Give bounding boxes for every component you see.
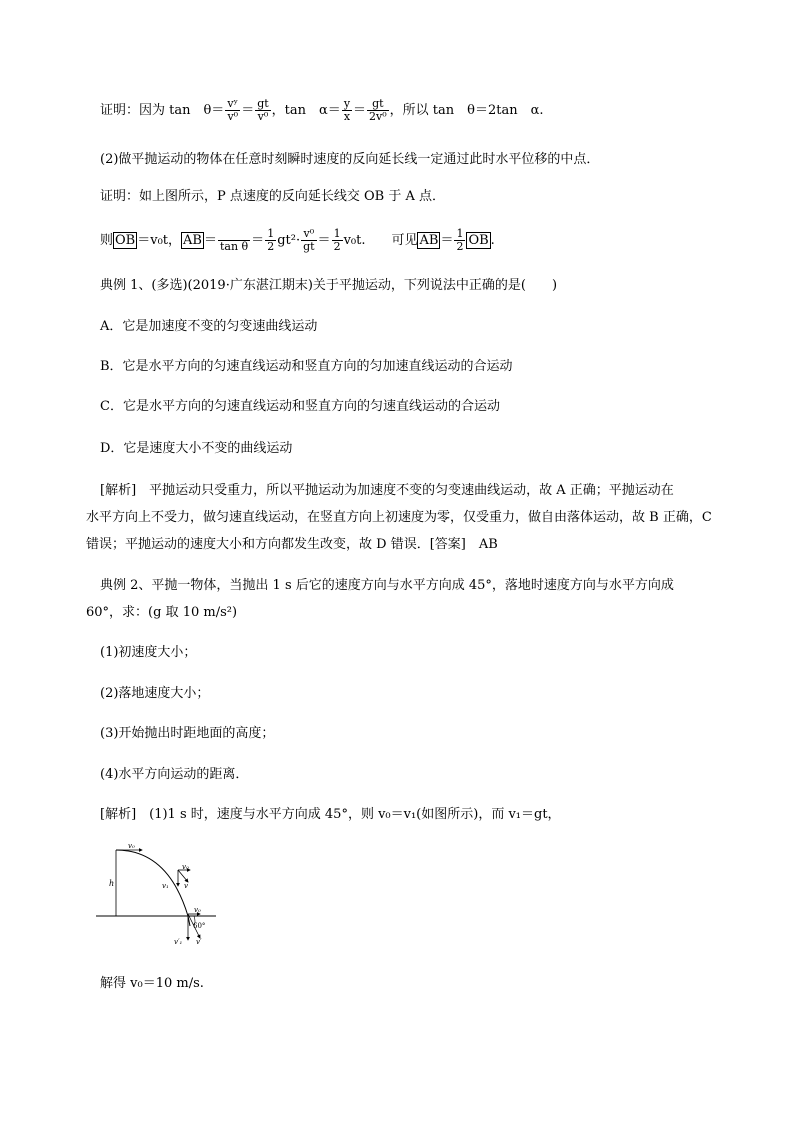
trajectory-curve xyxy=(116,850,190,926)
example1-analysis-line2: 水平方向上不受力，做匀速直线运动，在竖直方向上初速度为零，仅受重力，做自由落体运动，故 B 正确，C xyxy=(86,510,712,525)
projectile-diagram xyxy=(96,842,221,954)
label-v-prime: v′ xyxy=(196,938,202,946)
formula-line: 则 OB ＝v₀t， AB ＝ tan θ ＝ $\frac{1}{2}$ gt²· $\frac{\text{v⁰}}{gt}$ ＝ $\frac{1}{2}$ v₀t. 可见 AB ＝ $\frac{1}{2}$ OB . xyxy=(100,227,495,253)
proof1-prefix: 证明：因为 tan θ＝ xyxy=(100,103,225,118)
example2-question-line1: 典例 2、平抛一物体，当抛出 1 s 后它的速度方向与水平方向成 45°，落地时速度方向与水平方向成 xyxy=(100,578,674,593)
fraction-gt-v0: $\frac{gt}{\text{v⁰}}$ xyxy=(257,97,269,123)
fraction-v0-gt: $\frac{\text{v⁰}}{gt}$ xyxy=(303,227,315,253)
example1-analysis-line1: [解析] 平抛运动只受重力，所以平抛运动为加速度不变的匀变速曲线运动，故 A 正确；平抛运动在 xyxy=(100,483,674,498)
fraction-y-x: $\frac{y}{x}$ xyxy=(343,97,351,123)
label-v1-prime: v′₁ xyxy=(174,938,183,946)
example1-question: 典例 1、(多选)(2019·广东湛江期末)关于平抛运动，下列说法中正确的是( ) xyxy=(100,278,558,293)
example1-option-b: B．它是水平方向的匀速直线运动和竖直方向的匀加速直线运动的合运动 xyxy=(100,359,513,374)
example1-analysis-line3: 错误；平抛运动的速度大小和方向都发生改变，故 D 错误．[答案] AB xyxy=(86,537,498,552)
fraction-over-tan-theta: tan θ xyxy=(218,228,250,253)
label-60-deg: 60° xyxy=(193,922,206,930)
segment-ob-2: OB xyxy=(468,233,489,248)
fraction-half-3: $\frac{1}{2}$ xyxy=(456,227,464,253)
label-v0-top: v₀ xyxy=(128,842,135,850)
example2-result: 解得 v₀＝10 m/s. xyxy=(100,976,204,991)
label-v0-mid: v₀ xyxy=(182,863,189,871)
example2-question-line2: 60°，求：(g 取 10 m/s²) xyxy=(86,605,238,620)
proof1-line: 证明：因为 tan θ＝ $\frac{\text{vʸ}}{\text{v⁰}}$ ＝ $\frac{gt}{\text{v⁰}}$ ，tan α＝ $\frac{y}{x}$ ＝ $\frac{gt}{\text{2v⁰}}$ ，所以 tan θ＝2tan α. xyxy=(100,97,544,123)
example1-option-a: A．它是加速度不变的匀变速曲线运动 xyxy=(100,319,318,334)
label-v1: v₁ xyxy=(162,882,169,890)
example2-part2: (2)落地速度大小； xyxy=(100,686,210,701)
proof2-text: 证明：如上图所示，P 点速度的反向延长线交 OB 于 A 点． xyxy=(100,189,446,204)
v-arrow xyxy=(178,870,188,882)
label-v: v xyxy=(184,882,188,890)
point2-text: (2)做平抛运动的物体在任意时刻瞬时速度的反向延长线一定通过此时水平位移的中点． xyxy=(100,152,600,167)
example2-part4: (4)水平方向运动的距离． xyxy=(100,767,249,782)
label-h: h xyxy=(109,879,115,888)
proof1-mid: ，tan α＝ xyxy=(271,103,341,118)
example2-part1: (1)初速度大小； xyxy=(100,645,197,660)
proof1-suffix: ，所以 tan θ＝2tan α. xyxy=(389,103,544,118)
fraction-half-1: $\frac{1}{2}$ xyxy=(267,227,275,253)
fraction-gt-2v0: $\frac{gt}{\text{2v⁰}}$ xyxy=(369,97,387,123)
fraction-half-2: $\frac{1}{2}$ xyxy=(333,227,341,253)
segment-ob: OB xyxy=(115,233,136,248)
segment-ab: AB xyxy=(183,233,202,248)
fraction-vy-v0: $\frac{\text{vʸ}}{\text{v⁰}}$ xyxy=(227,97,239,123)
example2-analysis: [解析] (1)1 s 时，速度与水平方向成 45°，则 v₀＝v₁(如图所示)，而 v₁＝gt， xyxy=(100,807,561,822)
label-v0-bottom: v₀ xyxy=(194,906,201,914)
segment-ab-2: AB xyxy=(419,233,439,248)
example2-part3: (3)开始抛出时距地面的高度； xyxy=(100,726,275,741)
example1-option-d: D．它是速度大小不变的曲线运动 xyxy=(100,441,293,456)
example1-option-c: C．它是水平方向的匀速直线运动和竖直方向的匀速直线运动的合运动 xyxy=(100,399,500,414)
